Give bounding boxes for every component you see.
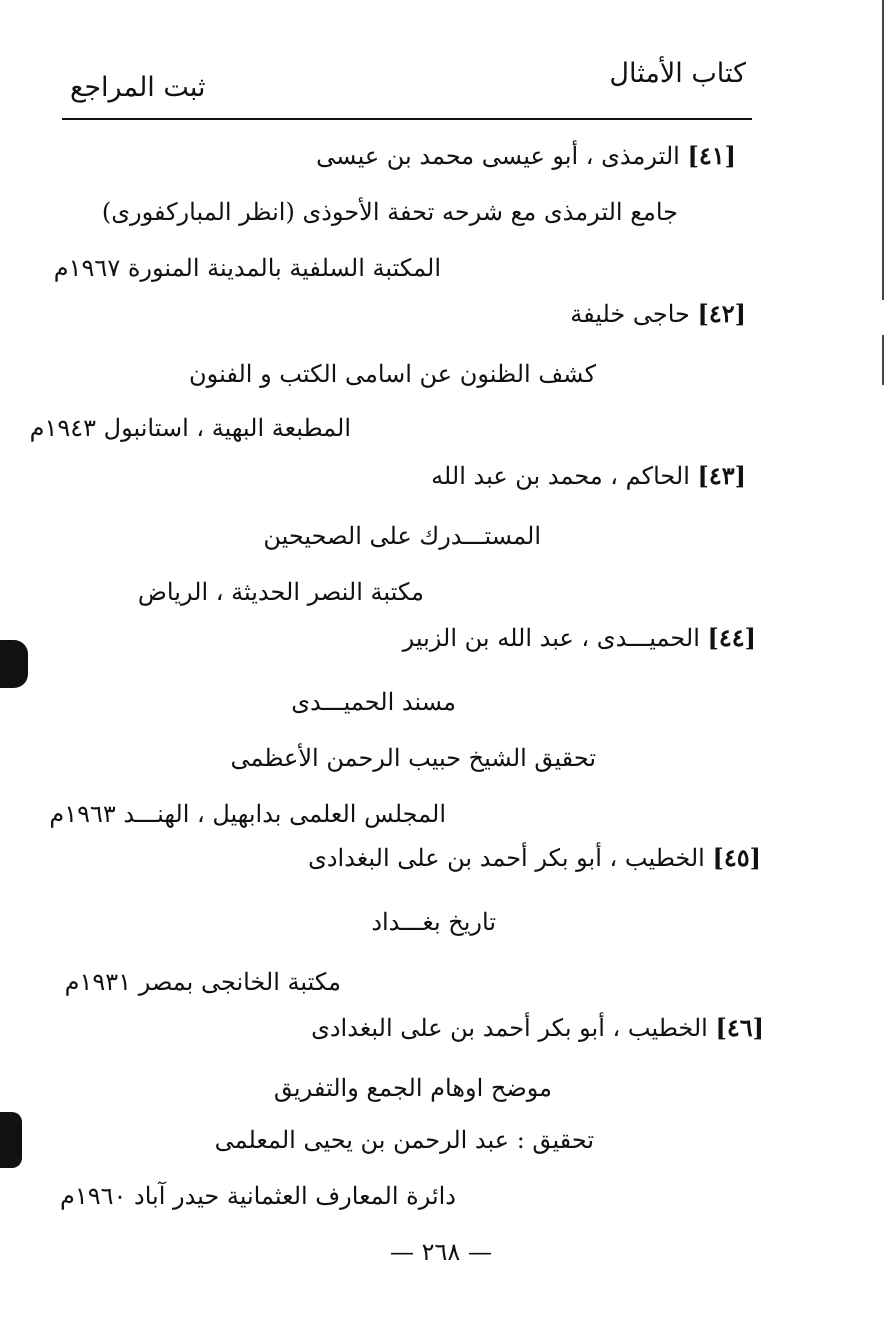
binding-hole-mark <box>0 640 28 688</box>
entry-45-title: تاريخ بغـــداد <box>371 908 496 936</box>
entry-author: الترمذى ، أبو عيسى محمد بن عيسى <box>316 142 680 170</box>
entry-author: الخطيب ، أبو بكر أحمد بن على البغدادى <box>308 844 705 872</box>
entry-44-author-line <box>403 622 756 654</box>
entry-44-editor: تحقيق الشيخ حبيب الرحمن الأعظمى <box>230 744 596 772</box>
entry-42-title: كشف الظنون عن اسامى الكتب و الفنون <box>189 360 596 388</box>
entry-author: حاجى خليفة <box>570 300 690 328</box>
entry-author: الخطيب ، أبو بكر أحمد بن على البغدادى <box>311 1014 708 1042</box>
page-number: — ٢٦٨ — <box>390 1238 492 1266</box>
entry-author: الحاكم ، محمد بن عبد الله <box>431 462 690 490</box>
entry-45-author-line <box>308 842 761 874</box>
header-rule <box>62 118 752 120</box>
running-title: كتاب الأمثال <box>609 58 746 89</box>
entry-41-author-line <box>316 140 736 172</box>
entry-43-author-line <box>431 460 746 492</box>
entry-number: [٤٥] <box>712 843 761 872</box>
entry-42-publisher: المطبعة البهية ، استانبول ١٩٤٣م <box>29 414 351 442</box>
section-title: ثبت المراجع <box>70 72 206 103</box>
entry-44-title: مسند الحميـــدى <box>291 688 456 716</box>
entry-46-editor: تحقيق : عبد الرحمن بن يحيى المعلمى <box>214 1126 594 1154</box>
entry-41-publisher: المكتبة السلفية بالمدينة المنورة ١٩٦٧م <box>53 254 441 282</box>
entry-46-title: موضح اوهام الجمع والتفريق <box>273 1074 552 1102</box>
entry-number: [٤٦] <box>715 1013 764 1042</box>
entry-number: [٤١] <box>687 141 736 170</box>
page-edge-shadow <box>882 335 884 385</box>
entry-number: [٤٣] <box>697 461 746 490</box>
entry-43-title: المستـــدرك على الصحيحين <box>263 522 541 550</box>
entry-46-author-line <box>311 1012 764 1044</box>
entry-42-author-line <box>570 298 746 330</box>
entry-46-publisher: دائرة المعارف العثمانية حيدر آباد ١٩٦٠م <box>59 1182 456 1210</box>
entry-45-publisher: مكتبة الخانجى بمصر ١٩٣١م <box>64 968 341 996</box>
entry-number: [٤٤] <box>707 623 756 652</box>
entry-41-title: جامع الترمذى مع شرحه تحفة الأحوذى (انظر المباركفورى) <box>101 198 678 226</box>
binding-hole-mark <box>0 1112 22 1168</box>
page-edge-shadow <box>882 0 884 300</box>
entry-44-publisher: المجلس العلمى بدابهيل ، الهنـــد ١٩٦٣م <box>49 800 446 828</box>
entry-author: الحميـــدى ، عبد الله بن الزبير <box>402 624 700 652</box>
entry-number: [٤٢] <box>697 299 746 328</box>
entry-43-publisher: مكتبة النصر الحديثة ، الرياض <box>137 578 424 606</box>
